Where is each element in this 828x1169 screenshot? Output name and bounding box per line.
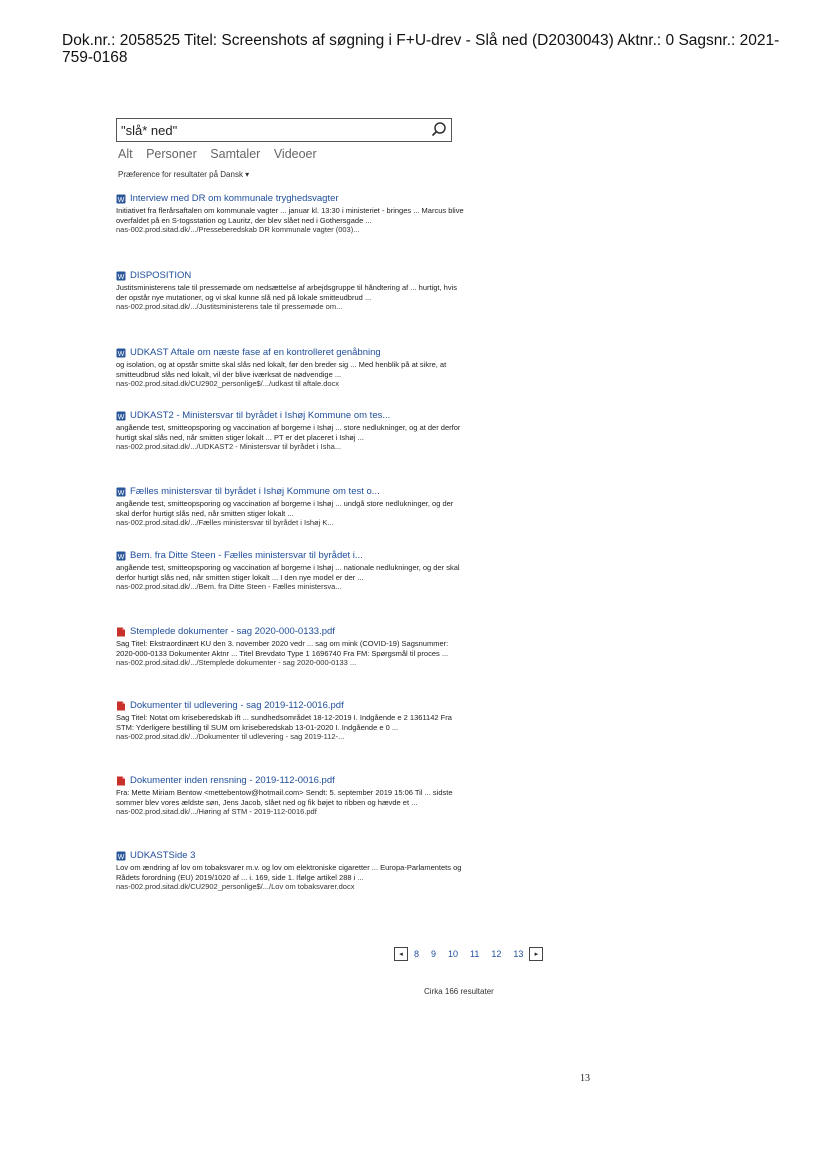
result-url[interactable]: nas-002.prod.sitad.dk/.../Fælles ministersvar til byrådet i Ishøj K...	[116, 518, 334, 527]
tab-all[interactable]: Alt	[118, 147, 133, 161]
result-snippet: Lov om ændring af lov om tobaksvarer m.v. og lov om elektroniske cigaretter ... Europa-Parlamentets og Rådets forordning (EU) 2019/1020 af ... i. 169, side 1. Ifølge artikel 288 i ...	[116, 863, 462, 882]
result-url[interactable]: nas-002.prod.sitad.dk/.../UDKAST2 - Ministersvar til byrådet i Isha...	[116, 442, 342, 451]
search-icon[interactable]	[430, 121, 448, 139]
result-snippet: Initiativet fra flerårsaftalen om kommunale vagter ... januar kl. 13:30 i ministeriet - bringes ... Marcus blive overfaldet på en S-togsstation og Lauritz, der blev slået ned i Gothersgade ...	[116, 206, 464, 225]
page-link-9[interactable]: 9	[431, 949, 437, 959]
pdf-icon	[116, 627, 126, 637]
result-snippet: angående test, smitteopsporing og vaccination af borgerne i Ishøj ... undgå store nedlukninger, og der skal derfor hurtigt slås ned, når smitten stiger lokalt ...	[116, 499, 454, 518]
result-item	[116, 775, 468, 817]
page-number: 13	[580, 1073, 590, 1084]
result-title-link[interactable]	[116, 550, 468, 561]
result-snippet: og isolation, og at opstår smitte skal slås ned lokalt, før den breder sig ... Med henblik på at sikre, at smitteudbrud slås ned lokalt, vil der blive iværksat de nødvendige ...	[116, 360, 447, 379]
result-url[interactable]: nas-002.prod.sitad.dk/.../Presseberedskab DR kommunale vagter (003)...	[116, 225, 360, 234]
tab-people[interactable]: Personer	[146, 147, 197, 161]
pagination	[394, 947, 543, 961]
result-title-text: DISPOSITION	[130, 270, 192, 281]
result-item	[116, 486, 468, 528]
result-title-link[interactable]	[116, 193, 468, 204]
result-title-text: Interview med DR om kommunale tryghedsvagter	[130, 193, 339, 204]
result-snippet: Sag Titel: Notat om kriseberedskab ift ... sundhedsområdet 18-12-2019 I. Indgående e 2 1361142 Fra STM: Yderligere bestilling til SUM om kriseberedskab 13-01-2020 I. Indgående e 0 ...	[116, 713, 452, 732]
result-url[interactable]: nas-002.prod.sitad.dk/.../Dokumenter til udlevering - sag 2019-112-...	[116, 732, 345, 741]
page-link-12[interactable]: 12	[491, 949, 502, 959]
result-snippet: Fra: Mette Miriam Bentow <mettebentow@hotmail.com> Sendt: 5. september 2019 15:06 Til ... sidste sommer blev vores ældste søn, Jens Jacob, slået ned og fik bøjet to ribben og hævde et ...	[116, 788, 453, 807]
svg-text:W: W	[117, 853, 125, 861]
svg-text:W: W	[117, 273, 125, 281]
previous-page-button[interactable]: ◂	[394, 947, 408, 961]
search-input[interactable]	[121, 121, 421, 139]
document-header: Dok.nr.: 2058525 Titel: Screenshots af søgning i F+U-drev - Slå ned (D2030043) Aktnr.: 0 Sagsnr.: 2021-759-0168	[62, 32, 780, 66]
result-url[interactable]: nas-002.prod.sitad.dk/CU2902_personlige$/.../udkast til aftale.docx	[116, 379, 340, 388]
result-item	[116, 410, 468, 452]
result-title-link[interactable]	[116, 347, 468, 358]
result-snippet: angående test, smitteopsporing og vaccination af borgerne i Ishøj ... nationale nedlukninger, og der skal derfor hurtigt slås ned, når smitten stiger lokalt ... I den nye model er der ...	[116, 563, 460, 582]
result-title-text: UDKAST Aftale om næste fase af en kontrolleret genåbning	[130, 347, 381, 358]
result-item	[116, 850, 468, 892]
word-doc-icon	[116, 194, 126, 204]
result-url[interactable]: nas-002.prod.sitad.dk/CU2902_personlige$/.../Lov om tobaksvarer.docx	[116, 882, 355, 891]
result-title-link[interactable]	[116, 410, 468, 421]
next-page-button[interactable]: ▸	[529, 947, 543, 961]
result-title-link[interactable]	[116, 775, 468, 786]
svg-text:W: W	[117, 553, 125, 561]
result-title-text: UDKASTSide 3	[130, 850, 196, 861]
page-link-11[interactable]: 11	[470, 949, 480, 959]
result-title-link[interactable]	[116, 486, 468, 497]
svg-text:W: W	[117, 489, 125, 497]
result-url[interactable]: nas-002.prod.sitad.dk/.../Bem. fra Ditte Steen - Fælles ministersva...	[116, 582, 342, 591]
result-title-link[interactable]	[116, 626, 468, 637]
result-item	[116, 270, 468, 312]
result-title-text: Dokumenter inden rensning - 2019-112-0016.pdf	[130, 775, 335, 786]
search-box[interactable]	[116, 118, 452, 142]
page-link-10[interactable]: 10	[448, 949, 459, 959]
result-title-text: Bem. fra Ditte Steen - Fælles ministersvar til byrådet i...	[130, 550, 363, 561]
result-snippet: Justitsministerens tale til pressemøde om nedsættelse af arbejdsgruppe til håndtering af ... hurtigt, hvis der opstår nye mutationer, og vi skal kunne slå ned på lokale smitteudbrud ...	[116, 283, 457, 302]
word-doc-icon	[116, 551, 126, 561]
result-title-text: UDKAST2 - Ministersvar til byrådet i Ishøj Kommune om tes...	[130, 410, 391, 421]
tab-videos[interactable]: Videoer	[273, 147, 317, 161]
word-doc-icon	[116, 348, 126, 358]
word-doc-icon	[116, 487, 126, 497]
word-doc-icon	[116, 411, 126, 421]
result-url[interactable]: nas-002.prod.sitad.dk/.../Justitsministerens tale til pressemøde om...	[116, 302, 343, 311]
result-item	[116, 700, 468, 742]
tab-conversations[interactable]: Samtaler	[210, 147, 261, 161]
language-preference-dropdown[interactable]: Præference for resultater på Dansk ▾	[118, 170, 250, 179]
result-count: Cirka 166 resultater	[424, 987, 494, 996]
svg-text:W: W	[117, 413, 125, 421]
result-title-link[interactable]	[116, 700, 468, 711]
result-snippet: angående test, smitteopsporing og vaccination af borgerne i Ishøj ... store nedlukninger, og at der derfor hurtigt skal slås ned, når smitten stiger lokalt ... PT er det placeret i Ishøj ...	[116, 423, 461, 442]
result-title-link[interactable]	[116, 270, 468, 281]
word-doc-icon	[116, 271, 126, 281]
pdf-icon	[116, 776, 126, 786]
search-tabs	[118, 147, 327, 161]
result-item	[116, 193, 468, 235]
pdf-icon	[116, 701, 126, 711]
result-item	[116, 550, 468, 592]
result-snippet: Sag Titel: Ekstraordinært KU den 3. november 2020 vedr ... sag om mink (COVID-19) Sagsnummer: 2020-000-0133 Dokumenter Aktnr ... Titel Brevdato Type 1 1696740 Fra FM: Spørgsmål til proces ...	[116, 639, 449, 658]
result-item	[116, 626, 468, 668]
result-title-text: Fælles ministersvar til byrådet i Ishøj Kommune om test o...	[130, 486, 380, 497]
result-item	[116, 347, 468, 389]
result-title-text: Dokumenter til udlevering - sag 2019-112-0016.pdf	[130, 700, 344, 711]
svg-text:W: W	[117, 350, 125, 358]
result-title-text: Stemplede dokumenter - sag 2020-000-0133.pdf	[130, 626, 335, 637]
result-title-link[interactable]	[116, 850, 468, 861]
word-doc-icon	[116, 851, 126, 861]
result-url[interactable]: nas-002.prod.sitad.dk/.../Stemplede dokumenter - sag 2020-000-0133 ...	[116, 658, 357, 667]
result-url[interactable]: nas-002.prod.sitad.dk/.../Høring af STM - 2019-112-0016.pdf	[116, 807, 317, 816]
svg-text:W: W	[117, 196, 125, 204]
page-link-8[interactable]: 8	[414, 949, 420, 959]
page-link-13[interactable]: 13	[513, 949, 524, 959]
